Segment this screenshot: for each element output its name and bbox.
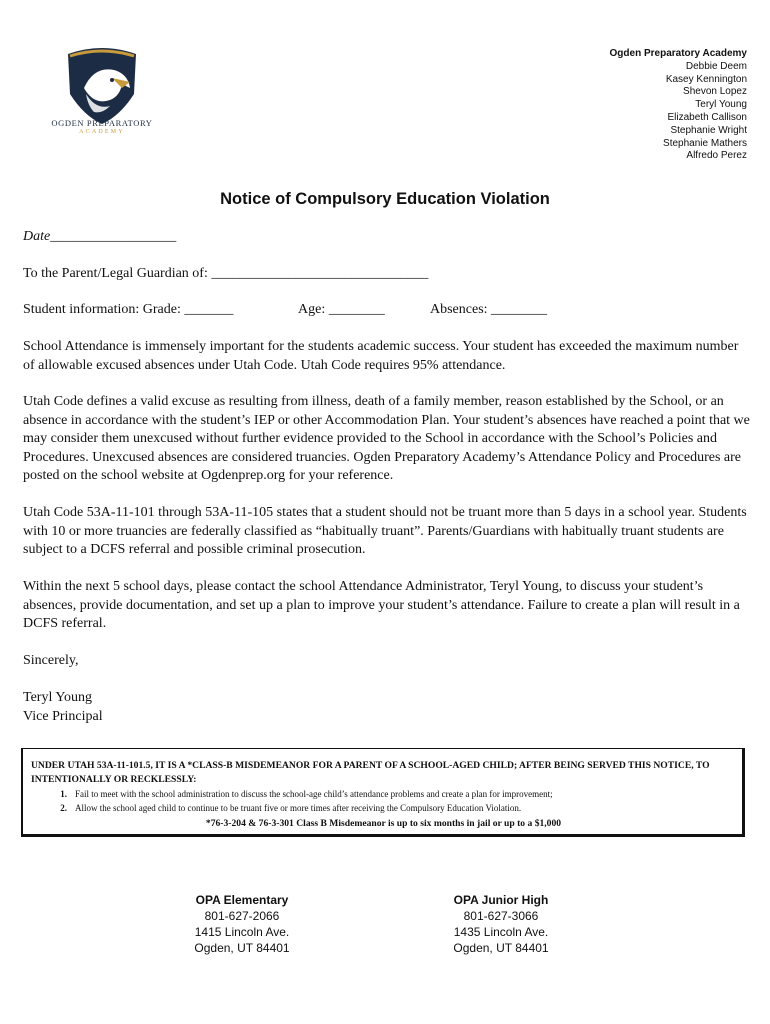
warning-heading: UNDER UTAH 53A-11-101.5, IT IS A *CLASS-B MISDEMEANOR FOR A PARENT OF A SCHOOL-AGED CHILD; AFTER BEING SERVED THIS NOTICE, TO INTENTIONALLY OR RECKLESSLY: [31,760,710,785]
contact-street: 1435 Lincoln Ave. [453,925,549,939]
warning-item-number: 1. [60,789,67,799]
contact-junior-high [401,892,601,956]
logo-subtitle: ACADEMY [79,129,125,135]
contact-phone: 801-627-3066 [463,909,539,923]
legal-warning-box [21,748,745,837]
student-info-line [23,301,751,320]
warning-penalty: *76-3-204 & 76-3-301 Class B Misdemeanor is up to six months in jail or up to a $1,000 [205,818,562,829]
contact-phone: 801-627-2066 [204,909,280,923]
staff-name: Elizabeth Callison [667,111,747,123]
warning-item [31,787,736,801]
staff-name: Stephanie Wright [670,124,747,136]
paragraph-text: Utah Code defines a valid excuse as resulting from illness, death of a family member, reason established by the School, or an absence in accordance with the student’s IEP or other Accommodation Plan. Your student’s absences have reached a point that we may consider them unexcused without further evidence provided to the School in accordance with the School’s Policies and Procedures. Unexcused absences are considered truancies. Ogden Preparatory Academy’s Attendance Policy and Procedures are posted on the school website at Ogdenprep.org for your reference. [23,394,750,483]
contact-city: Ogden, UT 84401 [453,941,549,955]
warning-item-number: 2. [60,803,67,813]
paragraph-text: Within the next 5 school days, please contact the school Attendance Administrator, Teryl Young, to discuss your student’s absences, provide documentation, and set up a plan to improve your student’s attendance. Failure to create a plan will result in a DCFS referral. [23,579,740,631]
signer-name: Teryl Young [23,690,93,705]
contact-city: Ogden, UT 84401 [194,941,290,955]
paragraph-contact [23,578,751,634]
staff-org: Ogden Preparatory Academy [609,48,747,59]
page-title: Notice of Compulsory Education Violation [220,190,550,208]
date-field[interactable]: Date__________________ [23,229,177,244]
logo-wordmark [48,118,156,135]
paragraph-valid-excuse [23,393,751,486]
warning-item-text: Allow the school aged child to continue to be truant five or more times after receiving the Compulsory Education Violation. [75,803,522,813]
age-field[interactable]: Age: ________ [298,302,385,317]
staff-name: Alfredo Perez [686,150,747,162]
closing-salutation: Sincerely, [23,653,79,668]
staff-name: Stephanie Mathers [663,137,747,149]
paragraph-text: School Attendance is immensely important for the students academic success. Your student has exceeded the maximum number of allowable excused absences under Utah Code. Utah Code requires 95% attendance. [23,339,739,373]
contact-elementary [142,892,342,956]
paragraph-attendance [23,338,751,375]
staff-list [610,48,747,163]
staff-name: Debbie Deem [685,60,747,72]
guardian-field[interactable]: To the Parent/Legal Guardian of: _______________________________ [23,266,429,281]
grade-field[interactable]: Student information: Grade: _______ [23,302,234,317]
staff-name: Teryl Young [695,99,747,111]
warning-item-text: Fail to meet with the school administration to discuss the school-age child’s attendance problems and create a plan for improvement; [75,789,553,799]
absences-field[interactable]: Absences: ________ [430,302,548,317]
logo-name: OGDEN PREPARATORY [51,118,153,128]
contact-name: OPA Elementary [195,893,289,907]
signer-role: Vice Principal [23,708,103,724]
paragraph-utah-code [23,504,751,560]
contact-street: 1415 Lincoln Ave. [194,925,290,939]
warning-item [31,801,736,815]
staff-name: Kasey Kennington [665,73,747,85]
signature-block [23,689,751,726]
staff-name: Shevon Lopez [683,86,747,98]
paragraph-text: Utah Code 53A-11-101 through 53A-11-105 states that a student should not be truant more than 5 days in a school year. Students with 10 or more truancies are federally classified as “habitually truant”. Parents/Guardians with habitually truant students are subject to a DCFS referral and possible criminal prosecution. [23,505,747,557]
warning-list [31,787,736,815]
contact-name: OPA Junior High [453,893,549,907]
